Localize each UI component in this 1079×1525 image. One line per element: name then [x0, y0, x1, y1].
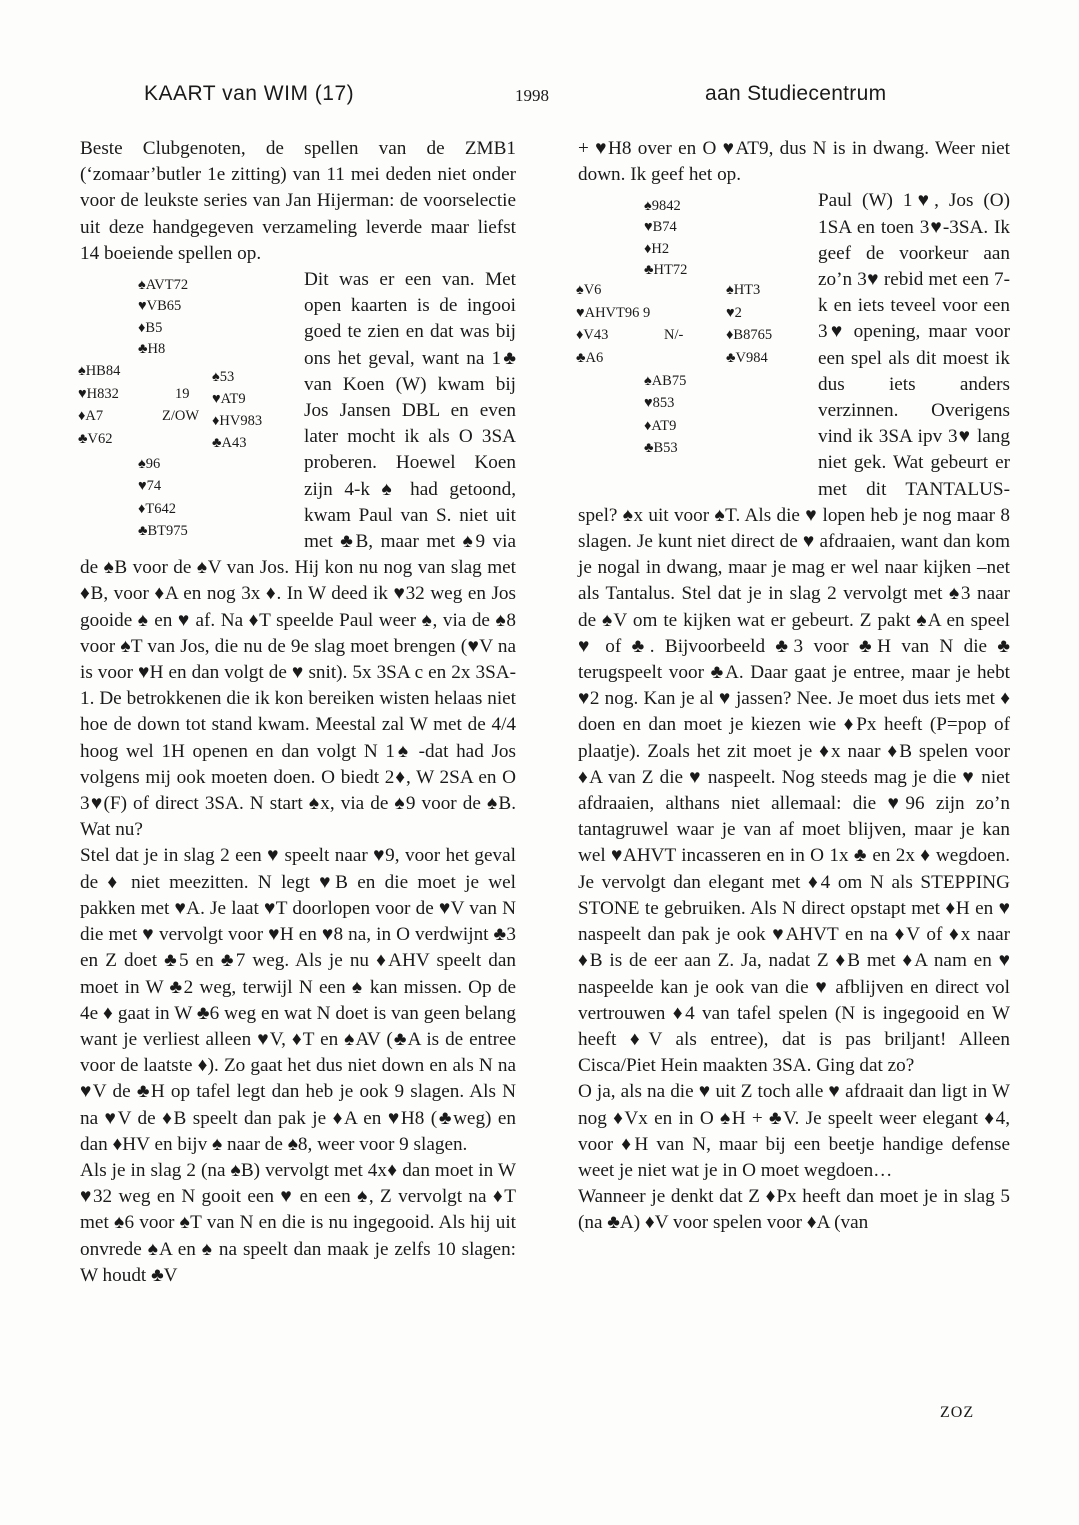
north-diamonds: ♦B5	[138, 320, 163, 337]
east-hearts: ♥2	[726, 305, 742, 322]
left-column	[80, 136, 516, 1289]
paragraph-1: Dit was er een van. Met open kaarten is de ingooi goed te zien en dat was bij ons het geval, want na 1♣ van Koen (W) kwam bij Jos Jansen DBL en even later mocht ik als O 3SA proberen. Hoewel Koen zijn 4-k ♠ had getoond, kwam Paul van S. niet uit met ♣B, maar met ♠9 via de ♠B voor de ♠V van Jos. Hij kon nu nog van slag met ♦B, voor ♦A en nog 3x ♦. In W deed ik ♥32 weg en Jos gooide ♠ en ♥ af. Na ♦T speelde Paul weer ♠, via de ♠8 voor ♠T van Jos, die nu de 9e slag moet brengen (♥V na is voor ♥H en dan volgt de ♥ snit). 5x 3SA c en 2x 3SA-1. De betrokkenen die ik kon bereiken wisten helaas niet hoe de down tot stand kwam. Meestal zal W met de 4/4 hoog wel 1H openen en dan volgt N 1♠ -dat had Jos volgens mij ook moeten doen. O biedt 2♦, W 2SA en O 3♥(F) of direct 3SA. N start ♠x, via de ♠9 voor de ♠B. Wat nu?	[80, 269, 516, 841]
north-clubs: ♣HT72	[644, 262, 688, 279]
page-turn-note: ZOZ	[940, 1404, 975, 1421]
west-clubs: ♣V62	[78, 431, 113, 448]
west-clubs: ♣A6	[576, 350, 604, 367]
south-diamonds: ♦AT9	[644, 418, 677, 435]
west-spades: ♠V6	[576, 282, 602, 299]
west-spades: ♠HB84	[78, 363, 121, 380]
south-diamonds: ♦T642	[138, 501, 177, 518]
south-spades: ♠96	[138, 456, 161, 473]
east-clubs: ♣A43	[212, 435, 247, 452]
west-hearts: ♥AHVT96 9	[576, 305, 651, 322]
vulnerability: Z/OW	[162, 408, 200, 425]
deal-diagram-1	[78, 275, 290, 555]
east-hearts: ♥AT9	[212, 391, 246, 408]
north-spades: ♠AVT72	[138, 277, 189, 294]
board-number: 19	[175, 386, 190, 403]
north-spades: ♠9842	[644, 198, 681, 215]
north-hearts: ♥VB65	[138, 298, 182, 315]
west-hearts: ♥H832	[78, 386, 119, 403]
paragraph-deal-2: Paul (W) 1♥, Jos (O) 1SA en toen 3♥-3SA. Ik geef de voorkeur aan zo’n 3♥ rebid met een 7-k en iets teveel voor een 3♥ opening, maar voor een spel als dit moest ik dus iets anders verzinnen. Overigens vind ik 3SA ipv 3♥ lang niet gek. Wat gebeurt er met dit TANTALUS-spel? ♠x uit voor ♠T. Als die ♥ lopen heb je nog maar 8 slagen. Je kunt niet direct de ♥ afdraaien, want dan kom je nogal in dwang, maar je mag er wel naar kijken –net als Tantalus. Stel dat je in slag 2 vervolgt met ♠3 naar de ♠V om te kijken wat er gebeurt. Z pakt ♠A en speel ♥ of ♣. Bijvoorbeeld ♣3 voor ♣H van N die ♣ terugspeelt voor ♣A. Daar gaat je entree, maar je hebt ♥2 nog. Kan je al ♥ jassen? Nee. Je moet dus iets met ♦ doen en dan moet je kiezen wie ♦Px heeft (P=pop of plaatje). Zoals het zit moet je ♦x naar ♦B spelen voor ♦A van Z die ♥ naspeelt. Nog steeds mag je die ♥ niet afdraaien, althans niet allemaal: die ♥96 zijn zo’n tantagruwel waar je van af moet blijven, maar je kan wel ♥AHVT incasseren en in O 1x ♣ en 2x ♦ wegdoen. Je vervolgt dan elegant met ♦4 om N als STEPPING STONE te gebruiken. Als N direct opstapt met ♦H en ♥ naspeelt dan pak je ook ♥AHVT en na ♦V of ♦x naar ♦B is de eer aan Z. Ja, nadat Z ♦B met ♦A nam en ♥ naspeelde kan je ook van die ♥ afblijven en direct vol vertrouwen ♦4 van tafel spelen (N is ingegooid en W heeft ♦V als entree), dat is pas briljant! Alleen Cisca/Piet Hein maakten 3SA. Ging dat zo?	[578, 190, 1010, 1077]
right-column	[578, 136, 1010, 1237]
header-title: KAART van WIM (17)	[144, 82, 355, 105]
east-diamonds: ♦HV983	[212, 413, 263, 430]
paragraph-final: Wanneer je denkt dat Z ♦Px heeft dan moet je in slag 5 (na ♣A) ♦V voor spelen voor ♦A (van	[578, 1186, 1010, 1234]
deal-diagram-2	[576, 196, 808, 486]
paragraph-3: Als je in slag 2 (na ♠B) vervolgt met 4x♦ dan moet in W ♥32 weg en N gooit een ♥ en een ♠, Z vervolgt na ♦T met ♠6 voor ♠T van N en die is nu ingegooid. Als hij uit onvrede ♠A en ♠ na speelt dan maak je zelfs 10 slagen: W houdt ♣V	[80, 1159, 516, 1286]
vulnerability: N/-	[664, 327, 684, 344]
south-hearts: ♥74	[138, 478, 162, 495]
east-spades: ♠53	[212, 369, 235, 386]
intro-paragraph: Beste Clubgenoten, de spellen van de ZMB1 (‘zomaar’butler 1e zitting) van 11 mei deden niet onder voor de leukste series van Jan Hijerman: de voorselectie uit deze handgegeven verzameling leverde maar liefst 14 boeiende spellen op.	[80, 138, 516, 264]
east-clubs: ♣V984	[726, 350, 768, 367]
south-hearts: ♥853	[644, 395, 675, 412]
north-hearts: ♥B74	[644, 219, 677, 236]
paragraph-2: Stel dat je in slag 2 een ♥ speelt naar ♥9, voor het geval de ♦ niet meezitten. N legt ♥B en die moet je wel pakken met ♥A. Je laat ♥T doorlopen voor de ♥V van N die met ♥ vervolgt voor ♥H en ♥8 na, in O verdwijnt ♣3 en Z doet ♣5 en ♣7 weg. Als je nu ♦AHV speelt dan moet in W ♣2 weg, terwijl N een ♠ kan missen. Op de 4e ♦ gaat in W ♣6 weg en wat N doet is van geen belang want je verliest alleen ♥V, ♦T en ♠AV (♣A is de entree voor de laatste ♦). Zo gaat het dus niet down en als N na ♥V de ♣H op tafel legt dan heb je ook 9 slagen. Als N na ♥V de ♦B speelt dan pak je ♦A en ♥H8 (♣weg) en dan ♦HV en bijv ♠ naar de ♠8, weer voor 9 slagen.	[80, 845, 516, 1155]
header-recipient: aan Studiecentrum	[705, 82, 887, 105]
paragraph-continued: + ♥H8 over en O ♥AT9, dus N is in dwang. Weer niet down. Ik geef het op.	[578, 138, 1010, 186]
header-year: 1998	[515, 86, 549, 105]
north-diamonds: ♦H2	[644, 241, 670, 258]
north-clubs: ♣H8	[138, 341, 166, 358]
south-spades: ♠AB75	[644, 373, 687, 390]
east-diamonds: ♦B8765	[726, 327, 773, 344]
west-diamonds: ♦A7	[78, 408, 104, 425]
south-clubs: ♣BT975	[138, 523, 188, 540]
paragraph-deal-2-continued: O ja, als na die ♥ uit Z toch alle ♥ afdraait dan ligt in W nog ♦Vx en in O ♠H + ♣V. Je speelt weer elegant ♦4, voor ♦H van N, maar bij een beetje handige defense weet je niet wat je in O moet wegdoen…	[578, 1081, 1010, 1181]
south-clubs: ♣B53	[644, 440, 678, 457]
west-diamonds: ♦V43	[576, 327, 609, 344]
east-spades: ♠HT3	[726, 282, 761, 299]
